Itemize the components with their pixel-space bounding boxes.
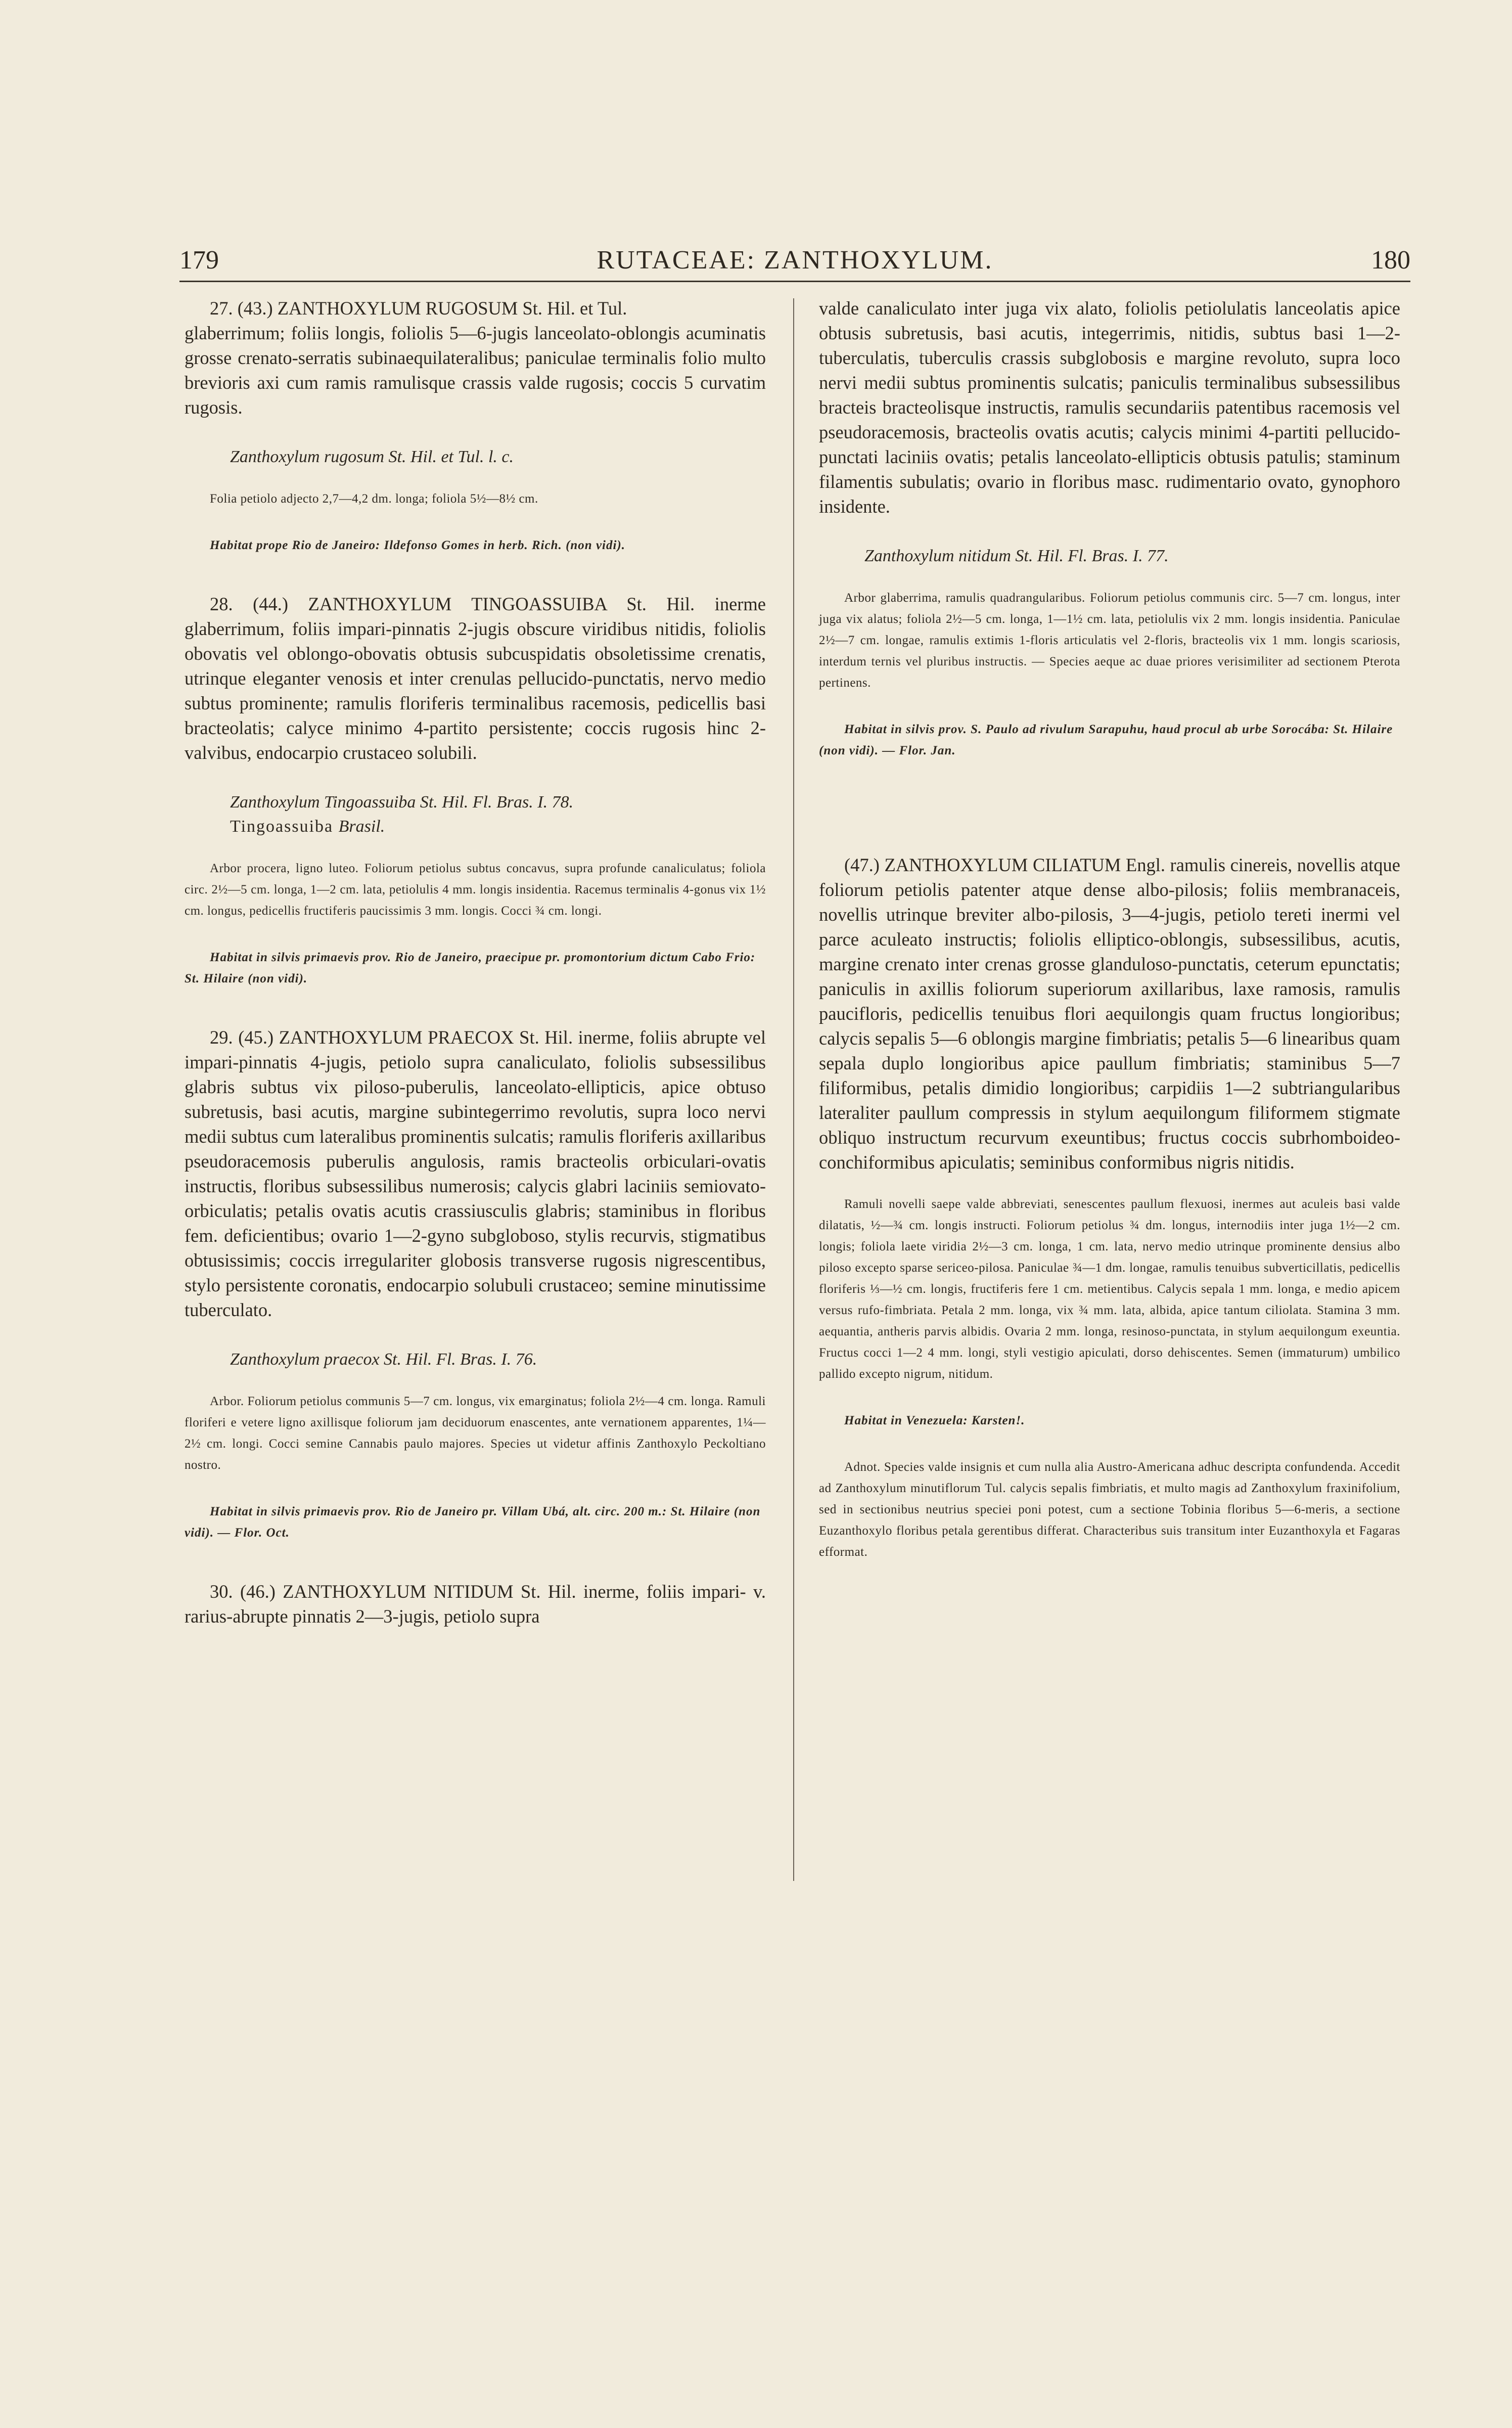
synonym-citation: Zanthoxylum nitidum St. Hil. Fl. Bras. I. 77. — [864, 547, 1169, 565]
page-number-right: 180 — [1371, 246, 1410, 275]
species-heading: 29. (45.) ZANTHOXYLUM PRAECOX St. Hil. — [210, 1027, 573, 1048]
species-diagnosis-continued: valde canaliculato inter juga vix alato, foliolis petiolulatis lanceolatis apice obtusis subretusis, basi acutis, integerrimis, nitidis, subtus basi 1—2-tuberculatis, tuberculis crassis subglobosis e margine revoluto, supra loco nervi medii subtus prominentis sulcatis; paniculis terminalibus subsessilibus bracteis bracteolisque instructis, ramulis secundariis patentibus racemosis vel pseudoracemosis, bracteolis ovatis acutis; calycis minimi 4-partiti pellucido-punctati laciniis ovatis; petalis lanceolato-ellipticis obtusis patulis; staminum filamentis subulatis; ovario in floribus masc. rudimentario ovato, gynophoro insidente. — [819, 298, 1400, 517]
species-heading: 27. (43.) ZANTHOXYLUM RUGOSUM St. Hil. et Tul. — [210, 298, 627, 319]
species-diagnosis: inerme, foliis abrupte vel impari-pinnatis 4-jugis, petiolo supra canaliculato, foliolis subsessilibus glabris subtus vix piloso-puberulis, lanceolato-ellipticis, apice obtuso subretusis, basi acutis, margine subintegerrimo revolutis, supra loco nervi medii subtus cum lateralibus prominentis sulcatis; ramulis floriferis axillaribus pseudoracemosis puberulis angulosis, ramis bracteolis orbiculari-ovatis instructis, floribus subsessilibus numerosis; calycis glabri laciniis semiovato-orbiculatis; petalis ovatis acutis crassiusculis glabris; staminibus in floribus fem. deficientibus; ovario 1—2-gyno subgloboso, stylis recurvis, stigmatibus obtusissimis; coccis irregulariter globosis transverse rugosis nigrescentibus, stylo persistente coronatis, endocarpio solubuli crustaceo; semine minutissime tuberculato. — [185, 1027, 766, 1320]
description: Arbor procera, ligno luteo. Foliorum petiolus subtus concavus, supra profunde canaliculatus; foliola circ. 2½—5 cm. longa, 1—2 cm. lata, petiolulis 4 mm. longis insidentia. Racemus terminalis 4-gonus vix 1½ cm. longus, pedicellis fructiferis paucissimis 3 mm. longis. Cocci ¾ cm. longi. — [185, 862, 766, 918]
synonym-citation: Zanthoxylum Tingoassuiba St. Hil. Fl. Bras. I. 78. — [230, 793, 574, 812]
vernacular-language: Brasil. — [338, 817, 385, 836]
species-entry-30-continued — [819, 296, 1400, 761]
synonym-citation: Zanthoxylum rugosum St. Hil. et Tul. l. c. — [230, 447, 514, 466]
right-column — [819, 296, 1400, 1563]
synonym-citation: Zanthoxylum praecox St. Hil. Fl. Bras. I. 76. — [230, 1350, 537, 1369]
species-entry-30 — [185, 1579, 766, 1629]
page-header — [179, 245, 1410, 281]
species-entry-29 — [185, 1025, 766, 1544]
species-entry-47 — [819, 852, 1400, 1563]
description: Arbor glaberrima, ramulis quadrangularibus. Foliorum petiolus communis circ. 5—7 cm. longus, inter juga vix alatus; foliola 2½—5 cm. longa, 1—1½ cm. lata, petiolulis vix 2 mm. longis insidentia. Paniculae 2½—7 cm. longae, ramulis extimis 1-floris articulatis vel 2-floris, bracteolis vix 1 mm. longis scariosis, interdum ternis vel pluribus instructis. — Species aeque ac duae priores verisimiliter ad sectionem Pterota pertinens. — [819, 591, 1400, 690]
page-number-left: 179 — [179, 246, 219, 275]
species-diagnosis: ramulis cinereis, novellis atque foliorum petiolis patenter atque dense albo-pilosis; foliis membranaceis, novellis utrinque breviter albo-pilosis, 3—4-jugis, petiolo tereti inermi vel parce aculeato instructis; foliolis elliptico-oblongis, subsessilibus, acutis, margine crenato inter crenas grosse glanduloso-punctatis, ceterum epunctatis; paniculis in axillis foliorum superiorum axillaribus, laxe ramosis, ramulis paucifloris, pedicellis tenuibus flori aequilongis quam fructus longioribus; calycis sepalis 5—6 oblongis margine fimbriatis; petalis 5—6 linearibus quam sepala duplo longioribus apice paullum fimbriatis; staminibus 5—7 filiformibus, petalis dimidio longioribus; carpidiis 1—2 subtriangularibus lateraliter paullum compressis in stylum aequilongum filiformem stigmate obliquo instructum recurvum exeuntibus; fructus coccis subrhomboideo-conchiformibus apiculatis; seminibus conformibus nigris nitidis. — [819, 855, 1400, 1173]
species-diagnosis: inerme glaberrimum, foliis impari-pinnatis 2-jugis obscure viridibus nitidis, foliolis obovatis vel oblongo-obovatis obtusis subcuspidatis obsoletissime crenatis, utrinque eleganter venosis et inter crenulas pellucido-punctatis, nervo medio subtus prominente; ramulis floriferis terminalibus racemosis, pedicellis basi bracteolatis; calyce minimo 4-partito persistente; coccis rugosis hinc 2-valvibus, endocarpio crustaceo solubili. — [185, 594, 766, 763]
species-diagnosis: inerme, foliis impari- v. rarius-abrupte pinnatis 2—3-jugis, petiolo supra — [185, 1581, 766, 1627]
species-heading: (47.) ZANTHOXYLUM CILIATUM Engl. — [844, 855, 1165, 875]
habitat: Habitat in silvis prov. S. Paulo ad rivulum Sarapuhu, haud procul ab urbe Sorocába: St. Hilaire (non vidi). — Flor. Jan. — [819, 723, 1393, 757]
habitat: Habitat prope Rio de Janeiro: Ildefonso Gomes in herb. Rich. (non vidi). — [210, 538, 626, 552]
species-heading: 30. (46.) ZANTHOXYLUM NITIDUM St. Hil. — [210, 1581, 576, 1602]
left-column — [185, 296, 766, 1629]
column-divider — [793, 298, 794, 1881]
species-entry-27 — [185, 296, 766, 556]
vernacular-name: Tingoassuiba — [230, 817, 334, 836]
description: Ramuli novelli saepe valde abbreviati, senescentes paullum flexuosi, inermes aut aculeis basi valde dilatatis, ½—¾ cm. longis instructi. Foliorum petiolus ¾ dm. longus, internodiis inter juga 1½—2 cm. longis; foliola laete viridia 2½—3 cm. longa, 1 cm. lata, nervo medio utrinque prominente densius albo piloso excepto sparse sericeo-pilosa. Paniculae ¾—1 dm. longae, ramulis tenuibus subverticillatis, pedicellis floriferis ⅓—½ cm. longis, fructiferis fere 1 cm. metientibus. Calycis sepala 1 mm. longa, e medio apicem versus rufo-fimbriata. Petala 2 mm. longa, vix ¾ mm. lata, albida, apice tantum ciliolata. Stamina 3 mm. aequantia, antheris parvis albidis. Ovaria 2 mm. longa, resinoso-punctata, in stylum aequilongum exeuntia. Fructus cocci 1—2 4 mm. longi, styli vestigio apiculati, dorso dehiscentes. Semen (immaturum) umbilico pallido excepto nigrum, nitidum. — [819, 1197, 1400, 1381]
habitat: Habitat in Venezuela: Karsten!. — [844, 1414, 1025, 1427]
adnotatio: Adnot. Species valde insignis et cum nulla alia Austro-Americana adhuc descripta confundenda. Accedit ad Zanthoxylum minutiflorum Tul. calycis sepalis fimbriatis, et multo magis ad Zanthoxylum fraxinifolium, sed in sectionibus neutrius speciei poni potest, cum a sectione Tobinia floribus 5—6-meris, a sectione Euzanthoxylo floribus petala gerentibus differat. Characteribus suis transitum inter Euzanthoxyla et Fagaras efformat. — [819, 1460, 1400, 1559]
species-entry-28 — [185, 592, 766, 990]
habitat: Habitat in silvis primaevis prov. Rio de Janeiro, praecipue pr. promontorium dictum Cabo Frio: St. Hilaire (non vidi). — [185, 951, 756, 985]
species-diagnosis: glaberrimum; foliis longis, foliolis 5—6-jugis lanceolato-oblongis acuminatis grosse crenato-serratis subinaequilateralibus; paniculae terminalis folio multo brevioris axi cum ramis ramulisque crassis valde rugosis; coccis 5 curvatim rugosis. — [185, 323, 766, 418]
header-rule — [179, 281, 1410, 282]
description: Folia petiolo adjecto 2,7—4,2 dm. longa; foliola 5½—8½ cm. — [210, 492, 538, 506]
species-heading: 28. (44.) ZANTHOXYLUM TINGOASSUIBA St. Hil. — [210, 594, 695, 614]
habitat: Habitat in silvis primaevis prov. Rio de Janeiro pr. Villam Ubá, alt. circ. 200 m.: St. Hilaire (non vidi). — Flor. Oct. — [185, 1505, 761, 1540]
description: Arbor. Foliorum petiolus communis 5—7 cm. longus, vix emarginatus; foliola 2½—4 cm. longa. Ramuli floriferi e vetere ligno axillisque foliorum jam deciduorum enascentes, ante vernationem apparentes, 1¼—2½ cm. longi. Cocci semine Cannabis paulo majores. Species ut videtur affinis Zanthoxylo Peckoltiano nostro. — [185, 1395, 766, 1472]
running-title: RUTACEAE: ZANTHOXYLUM. — [597, 246, 993, 275]
